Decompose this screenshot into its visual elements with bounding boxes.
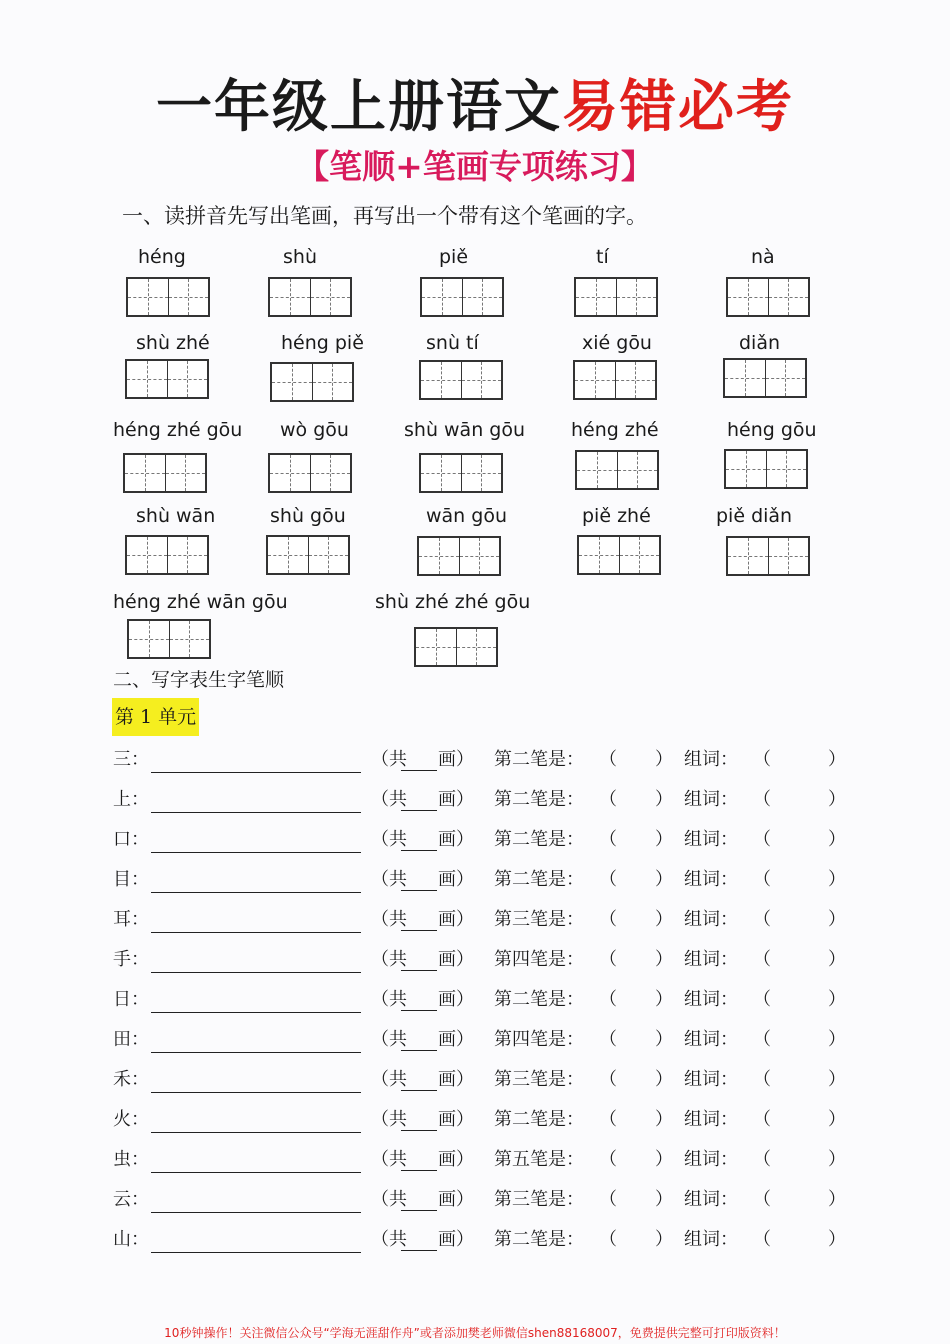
stroke-count-blank[interactable]	[401, 750, 437, 771]
stroke-order-row	[113, 740, 853, 780]
tianzige-box[interactable]	[577, 535, 661, 575]
row-character: 虫：	[113, 1149, 149, 1170]
word-label: 组词：	[684, 1069, 738, 1090]
tianzige-box[interactable]	[419, 453, 503, 493]
word-answer-open: （	[753, 989, 771, 1010]
stroke-question-label: 第二笔是：	[494, 1109, 584, 1130]
row-character: 耳：	[113, 909, 149, 930]
row-character: 手：	[113, 949, 149, 970]
stroke-pinyin: nà	[751, 246, 775, 268]
stroke-count-blank[interactable]	[401, 790, 437, 811]
word-label: 组词：	[684, 1229, 738, 1250]
stroke-pinyin: xié gōu	[582, 332, 652, 354]
tianzige-box[interactable]	[125, 359, 209, 399]
stroke-answer-open: （	[599, 1029, 617, 1050]
stroke-pinyin: héng gōu	[727, 419, 817, 441]
stroke-count-open: （共	[371, 1149, 407, 1170]
stroke-count-close: 画）	[438, 1069, 474, 1090]
tianzige-box[interactable]	[420, 277, 504, 317]
stroke-count-close: 画）	[438, 1149, 474, 1170]
stroke-order-answer-line[interactable]	[151, 870, 361, 893]
stroke-pinyin: wò gōu	[280, 419, 349, 441]
row-character: 火：	[113, 1109, 149, 1130]
row-character: 口：	[113, 829, 149, 850]
word-label: 组词：	[684, 749, 738, 770]
stroke-answer-close: ）	[655, 1109, 673, 1130]
word-answer-open: （	[753, 1029, 771, 1050]
word-answer-close: ）	[828, 949, 846, 970]
footer-notice: 10秒钟操作！关注微信公众号“学海无涯甜作舟”或者添加樊老师微信shen88168007，免费提供完整可打印版资料！	[164, 1326, 786, 1340]
stroke-count-blank[interactable]	[401, 1030, 437, 1051]
word-label: 组词：	[684, 949, 738, 970]
stroke-question-label: 第二笔是：	[494, 869, 584, 890]
stroke-answer-close: ）	[655, 1069, 673, 1090]
stroke-count-open: （共	[371, 869, 407, 890]
stroke-answer-open: （	[599, 869, 617, 890]
tianzige-box[interactable]	[123, 453, 207, 493]
word-label: 组词：	[684, 909, 738, 930]
stroke-pinyin: héng zhé wān gōu	[113, 591, 288, 613]
stroke-answer-close: ）	[655, 829, 673, 850]
stroke-count-close: 画）	[438, 1229, 474, 1250]
stroke-question-label: 第二笔是：	[494, 829, 584, 850]
tianzige-box[interactable]	[575, 450, 659, 490]
stroke-answer-close: ）	[655, 869, 673, 890]
stroke-order-answer-line[interactable]	[151, 1030, 361, 1053]
stroke-order-list	[113, 740, 853, 1260]
stroke-count-blank[interactable]	[401, 1230, 437, 1251]
word-answer-open: （	[753, 909, 771, 930]
word-label: 组词：	[684, 1149, 738, 1170]
word-answer-open: （	[753, 1109, 771, 1130]
stroke-order-answer-line[interactable]	[151, 750, 361, 773]
stroke-question-label: 第四笔是：	[494, 949, 584, 970]
word-label: 组词：	[684, 1109, 738, 1130]
stroke-pinyin: piě diǎn	[716, 505, 793, 527]
stroke-order-answer-line[interactable]	[151, 910, 361, 933]
stroke-answer-close: ）	[655, 909, 673, 930]
stroke-answer-open: （	[599, 1229, 617, 1250]
stroke-pinyin: héng zhé gōu	[113, 419, 243, 441]
word-answer-close: ）	[828, 829, 846, 850]
tianzige-box[interactable]	[724, 449, 808, 489]
row-character: 日：	[113, 989, 149, 1010]
stroke-count-open: （共	[371, 989, 407, 1010]
stroke-question-label: 第二笔是：	[494, 1229, 584, 1250]
stroke-order-row	[113, 980, 853, 1020]
stroke-question-label: 第二笔是：	[494, 749, 584, 770]
word-label: 组词：	[684, 869, 738, 890]
stroke-order-row	[113, 820, 853, 860]
stroke-answer-open: （	[599, 909, 617, 930]
word-answer-open: （	[753, 1069, 771, 1090]
stroke-count-close: 画）	[438, 909, 474, 930]
tianzige-box[interactable]	[726, 277, 810, 317]
tianzige-box[interactable]	[126, 277, 210, 317]
stroke-order-answer-line[interactable]	[151, 950, 361, 973]
row-character: 田：	[113, 1029, 149, 1050]
stroke-count-blank[interactable]	[401, 950, 437, 971]
section1-title: 一、读拼音先写出笔画，再写出一个带有这个笔画的字。	[122, 204, 647, 228]
stroke-count-open: （共	[371, 1189, 407, 1210]
stroke-count-blank[interactable]	[401, 910, 437, 931]
stroke-question-label: 第三笔是：	[494, 1069, 584, 1090]
stroke-order-row	[113, 1060, 853, 1100]
title-black: 一年级上册语文	[156, 75, 562, 140]
tianzige-box[interactable]	[266, 535, 350, 575]
stroke-pinyin: héng	[138, 246, 186, 268]
stroke-pinyin: piě	[439, 246, 469, 268]
stroke-answer-close: ）	[655, 949, 673, 970]
page-title	[0, 68, 950, 148]
stroke-answer-close: ）	[655, 789, 673, 810]
word-answer-close: ）	[828, 1229, 846, 1250]
stroke-count-close: 画）	[438, 869, 474, 890]
word-label: 组词：	[684, 789, 738, 810]
stroke-order-row	[113, 860, 853, 900]
tianzige-box[interactable]	[726, 536, 810, 576]
word-answer-open: （	[753, 949, 771, 970]
tianzige-box[interactable]	[127, 619, 211, 659]
tianzige-box[interactable]	[268, 453, 352, 493]
stroke-pinyin: héng zhé	[571, 419, 659, 441]
word-answer-close: ）	[828, 869, 846, 890]
stroke-pinyin: piě zhé	[582, 505, 651, 527]
word-answer-close: ）	[828, 1069, 846, 1090]
stroke-pinyin: shù	[283, 246, 317, 268]
stroke-pinyin: tí	[596, 246, 609, 268]
stroke-count-blank[interactable]	[401, 1070, 437, 1091]
stroke-answer-open: （	[599, 829, 617, 850]
stroke-answer-open: （	[599, 1149, 617, 1170]
stroke-count-blank[interactable]	[401, 1150, 437, 1171]
stroke-count-open: （共	[371, 909, 407, 930]
stroke-pinyin: wān gōu	[426, 505, 507, 527]
stroke-order-row	[113, 1020, 853, 1060]
stroke-order-row	[113, 1100, 853, 1140]
stroke-count-open: （共	[371, 1229, 407, 1250]
stroke-order-row	[113, 1140, 853, 1180]
word-answer-open: （	[753, 829, 771, 850]
stroke-order-answer-line[interactable]	[151, 990, 361, 1013]
word-answer-open: （	[753, 1229, 771, 1250]
word-answer-close: ）	[828, 909, 846, 930]
stroke-count-blank[interactable]	[401, 990, 437, 1011]
tianzige-box[interactable]	[419, 360, 503, 400]
row-character: 云：	[113, 1189, 149, 1210]
stroke-order-answer-line[interactable]	[151, 1190, 361, 1213]
stroke-pinyin: shù zhé zhé gōu	[375, 591, 531, 613]
stroke-pinyin: diǎn	[739, 332, 781, 354]
word-answer-close: ）	[828, 789, 846, 810]
stroke-count-blank[interactable]	[401, 1190, 437, 1211]
tianzige-box[interactable]	[125, 535, 209, 575]
stroke-count-blank[interactable]	[401, 870, 437, 891]
unit-label: 第 1 单元	[112, 698, 199, 736]
stroke-pinyin: héng piě	[281, 332, 364, 354]
stroke-answer-close: ）	[655, 749, 673, 770]
stroke-answer-open: （	[599, 949, 617, 970]
row-character: 禾：	[113, 1069, 149, 1090]
tianzige-box[interactable]	[414, 627, 498, 667]
tianzige-box[interactable]	[573, 360, 657, 400]
section2-title: 二、写字表生字笔顺	[113, 669, 285, 691]
tianzige-box[interactable]	[270, 362, 354, 402]
word-label: 组词：	[684, 829, 738, 850]
stroke-count-open: （共	[371, 749, 407, 770]
row-character: 上：	[113, 789, 149, 810]
stroke-order-answer-line[interactable]	[151, 1110, 361, 1133]
tianzige-box[interactable]	[574, 277, 658, 317]
stroke-count-open: （共	[371, 1029, 407, 1050]
stroke-count-close: 画）	[438, 789, 474, 810]
stroke-order-answer-line[interactable]	[151, 1230, 361, 1253]
stroke-order-answer-line[interactable]	[151, 790, 361, 813]
word-answer-open: （	[753, 1149, 771, 1170]
word-answer-close: ）	[828, 1149, 846, 1170]
word-answer-close: ）	[828, 749, 846, 770]
tianzige-box[interactable]	[417, 536, 501, 576]
stroke-answer-open: （	[599, 1069, 617, 1090]
stroke-count-close: 画）	[438, 989, 474, 1010]
stroke-question-label: 第三笔是：	[494, 1189, 584, 1210]
tianzige-box[interactable]	[723, 358, 807, 398]
word-answer-open: （	[753, 869, 771, 890]
stroke-count-close: 画）	[438, 1029, 474, 1050]
tianzige-box[interactable]	[268, 277, 352, 317]
stroke-order-row	[113, 1220, 853, 1260]
stroke-pinyin: shù wān gōu	[404, 419, 526, 441]
stroke-question-label: 第二笔是：	[494, 989, 584, 1010]
stroke-count-blank[interactable]	[401, 1110, 437, 1131]
word-answer-close: ）	[828, 1189, 846, 1210]
stroke-order-row	[113, 900, 853, 940]
stroke-question-label: 第四笔是：	[494, 1029, 584, 1050]
stroke-count-close: 画）	[438, 1189, 474, 1210]
row-character: 目：	[113, 869, 149, 890]
word-answer-close: ）	[828, 1109, 846, 1130]
title-red: 易错必考	[562, 75, 794, 140]
stroke-count-close: 画）	[438, 749, 474, 770]
word-answer-open: （	[753, 1189, 771, 1210]
stroke-pinyin: shù gōu	[270, 505, 346, 527]
word-answer-close: ）	[828, 989, 846, 1010]
stroke-order-row	[113, 780, 853, 820]
stroke-answer-open: （	[599, 1189, 617, 1210]
stroke-answer-open: （	[599, 789, 617, 810]
row-character: 三：	[113, 749, 149, 770]
word-answer-open: （	[753, 789, 771, 810]
stroke-pinyin: shù zhé	[136, 332, 210, 354]
word-answer-close: ）	[828, 1029, 846, 1050]
stroke-count-open: （共	[371, 949, 407, 970]
stroke-order-row	[113, 940, 853, 980]
stroke-order-row	[113, 1180, 853, 1220]
stroke-answer-open: （	[599, 749, 617, 770]
page-subtitle: 【笔顺+笔画专项练习】	[296, 147, 654, 186]
stroke-question-label: 第二笔是：	[494, 789, 584, 810]
stroke-answer-open: （	[599, 989, 617, 1010]
word-answer-open: （	[753, 749, 771, 770]
stroke-answer-close: ）	[655, 1229, 673, 1250]
stroke-answer-close: ）	[655, 1149, 673, 1170]
stroke-count-open: （共	[371, 1109, 407, 1130]
stroke-question-label: 第三笔是：	[494, 909, 584, 930]
stroke-pinyin: snù tí	[426, 332, 479, 354]
stroke-count-open: （共	[371, 1069, 407, 1090]
stroke-count-close: 画）	[438, 1109, 474, 1130]
stroke-order-answer-line[interactable]	[151, 1150, 361, 1173]
stroke-answer-open: （	[599, 1109, 617, 1130]
stroke-answer-close: ）	[655, 1189, 673, 1210]
stroke-pinyin: shù wān	[136, 505, 216, 527]
word-label: 组词：	[684, 989, 738, 1010]
word-label: 组词：	[684, 1189, 738, 1210]
row-character: 山：	[113, 1229, 149, 1250]
stroke-count-close: 画）	[438, 949, 474, 970]
stroke-question-label: 第五笔是：	[494, 1149, 584, 1170]
stroke-count-open: （共	[371, 789, 407, 810]
word-label: 组词：	[684, 1029, 738, 1050]
stroke-order-answer-line[interactable]	[151, 1070, 361, 1093]
stroke-answer-close: ）	[655, 1029, 673, 1050]
stroke-order-answer-line[interactable]	[151, 830, 361, 853]
stroke-answer-close: ）	[655, 989, 673, 1010]
stroke-count-close: 画）	[438, 829, 474, 850]
stroke-count-blank[interactable]	[401, 830, 437, 851]
stroke-count-open: （共	[371, 829, 407, 850]
